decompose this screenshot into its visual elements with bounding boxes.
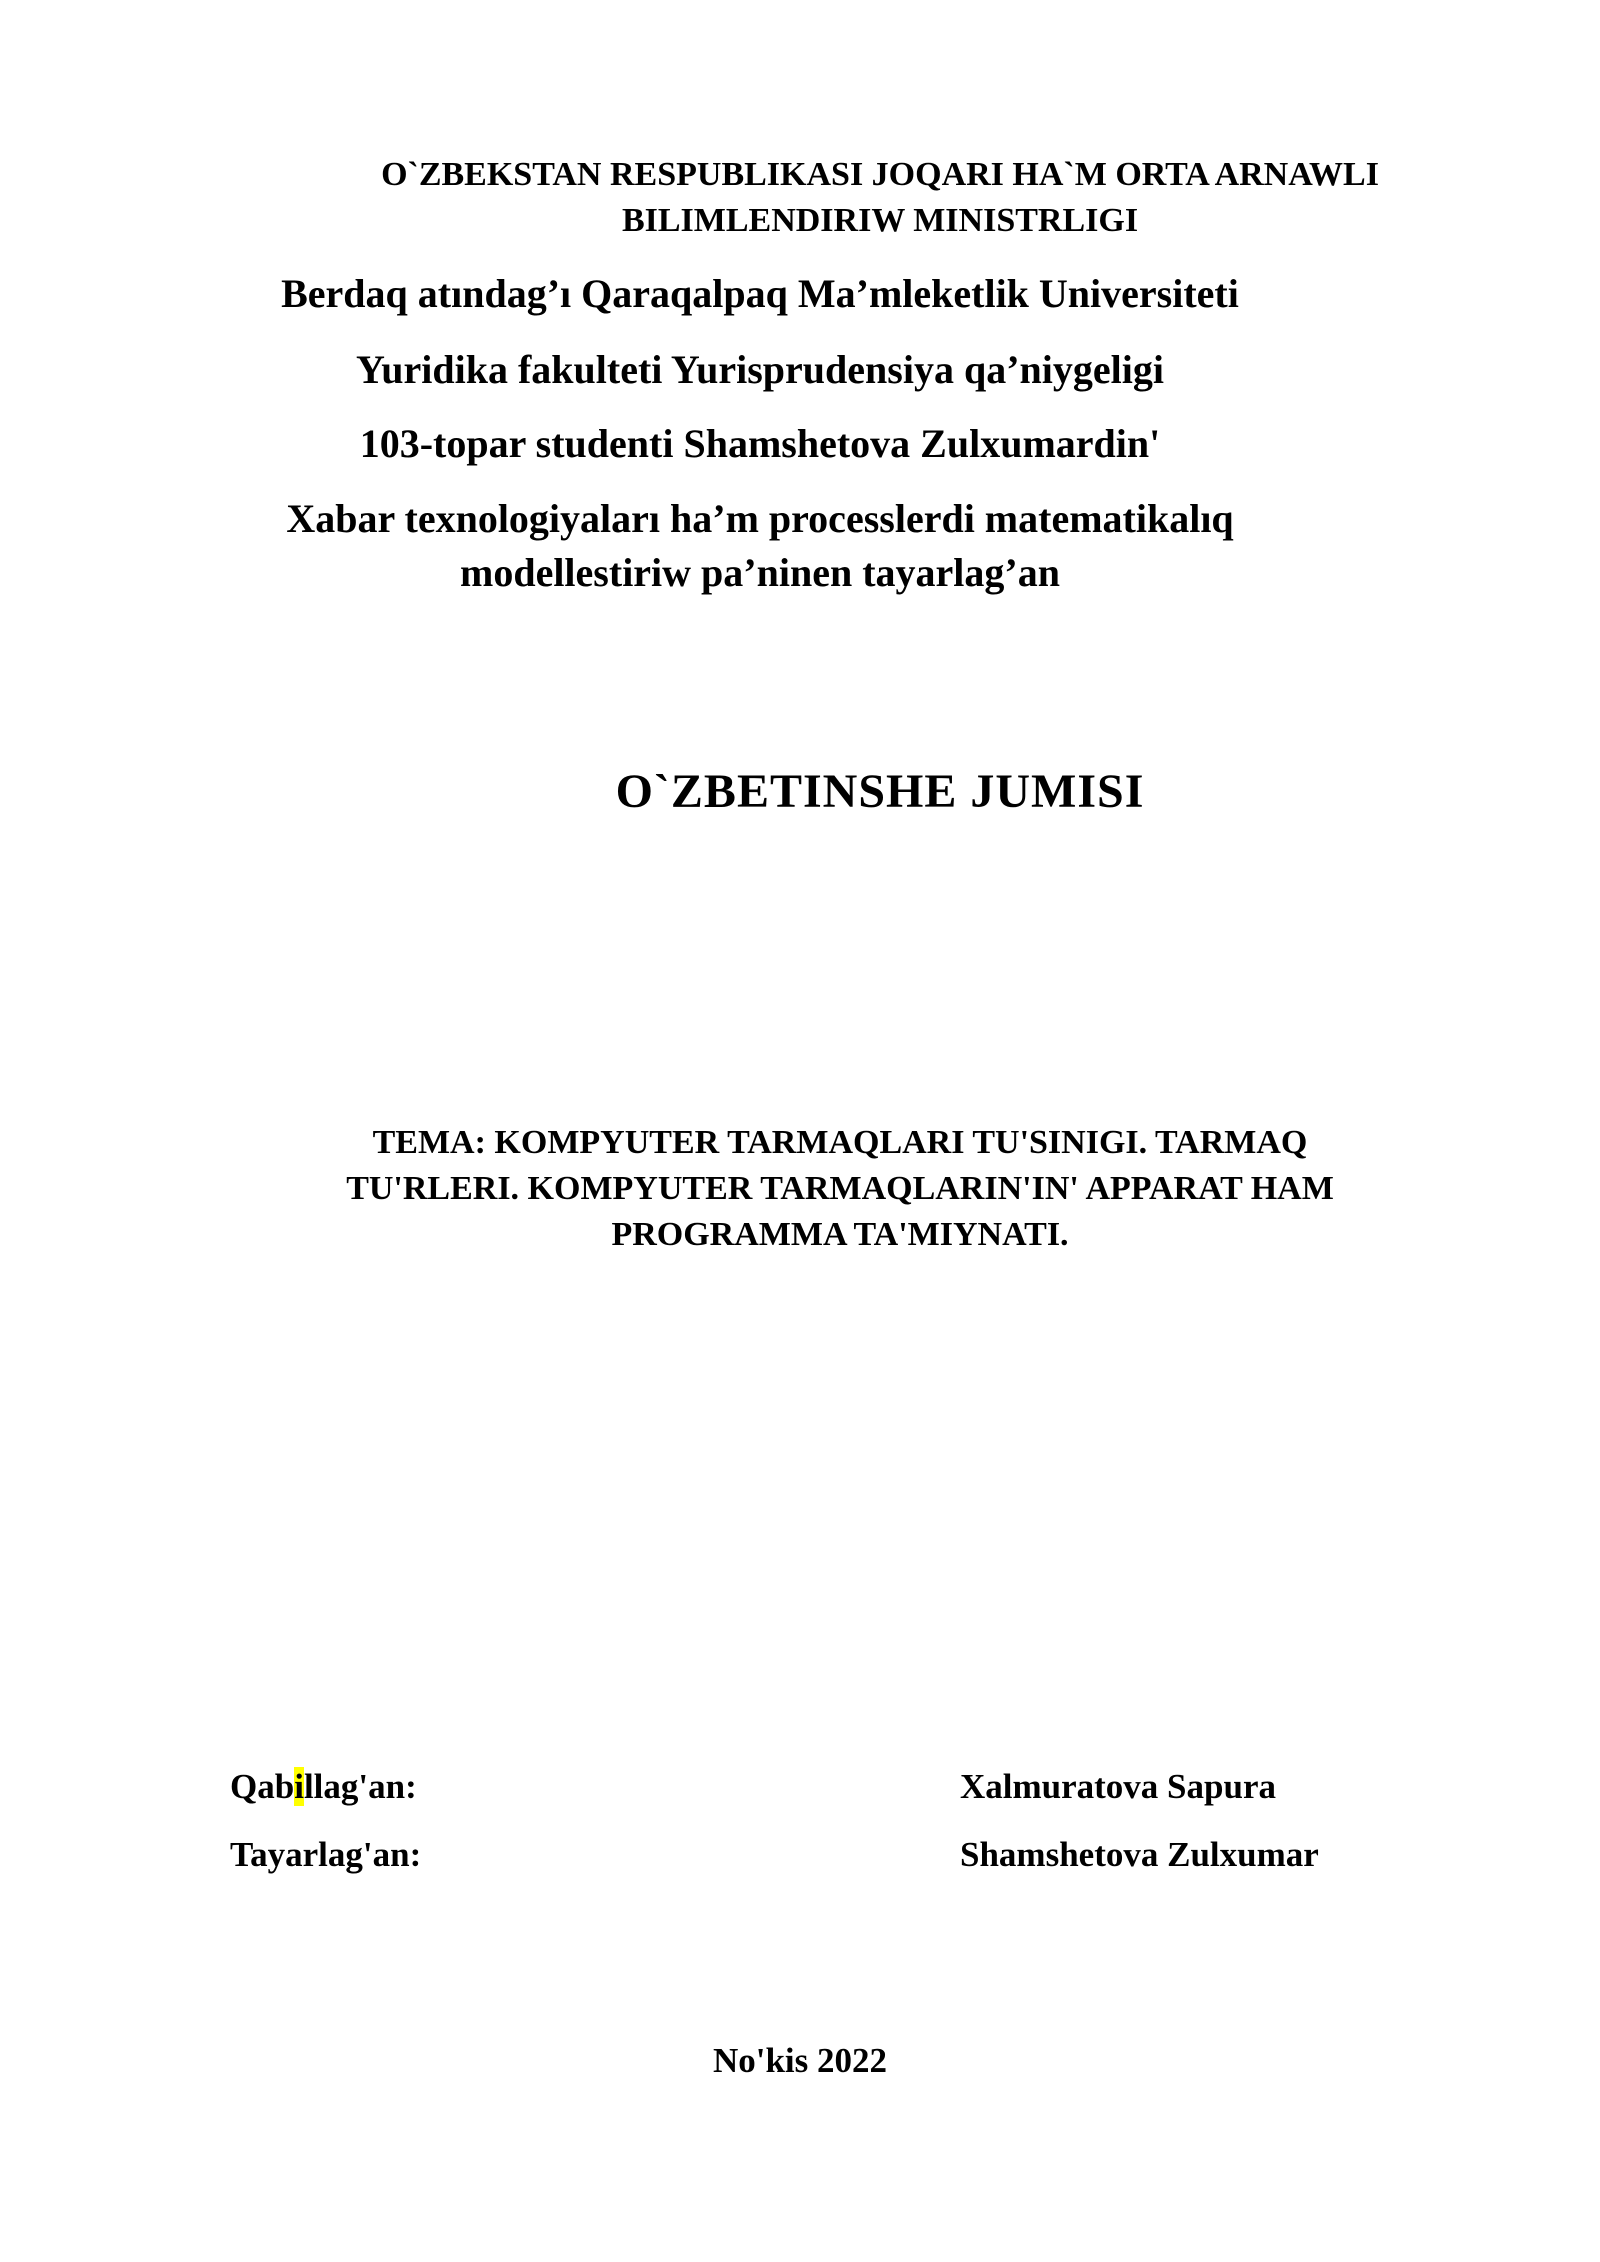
accepted-name: Xalmuratova Sapura [960, 1767, 1276, 1806]
topic-line-1: TEMA: KOMPYUTER TARMAQLARI TU'SINIGI. TARMAQ [372, 1124, 1308, 1161]
prepared-name: Shamshetova Zulxumar [960, 1835, 1319, 1874]
highlighted-char: i [294, 1767, 304, 1806]
prepared-label: Tayarlag'an: [230, 1835, 422, 1874]
topic-line-3: PROGRAMMA TA'MIYNATI. [611, 1216, 1069, 1253]
course-line-2: modellestiriw pa’ninen tayarlag’an [460, 550, 1060, 595]
university-name: Berdaq atındag’ı Qaraqalpaq Ma’mleketlik Universiteti [281, 271, 1239, 316]
ministry-heading [300, 152, 1460, 244]
document-type-title: O`ZBETINSHE JUMISI [615, 765, 1145, 818]
ministry-line-1: O`ZBEKSTAN RESPUBLIKASI JOQARI HA`M ORTA ARNAWLI [381, 156, 1379, 193]
course-description [160, 492, 1360, 600]
topic-line-2: TU'RLERI. KOMPYUTER TARMAQLARIN'IN' APPARAT HAM [346, 1170, 1334, 1207]
topic-block [200, 1120, 1480, 1258]
accepted-label-pre: Qab [230, 1767, 295, 1806]
faculty-name: Yuridika fakulteti Yurisprudensiya qa’niygeligi [356, 347, 1164, 392]
city-year: No'kis 2022 [712, 2041, 888, 2080]
accepted-label [230, 1764, 417, 1810]
accepted-label-post: llag'an: [303, 1767, 417, 1806]
ministry-line-2: BILIMLENDIRIW MINISTRLIGI [621, 202, 1139, 239]
course-line-1: Xabar texnologiyaları ha’m processlerdi matematikalıq [286, 496, 1234, 541]
group-student: 103-topar studenti Shamshetova Zulxumardin' [359, 421, 1161, 466]
